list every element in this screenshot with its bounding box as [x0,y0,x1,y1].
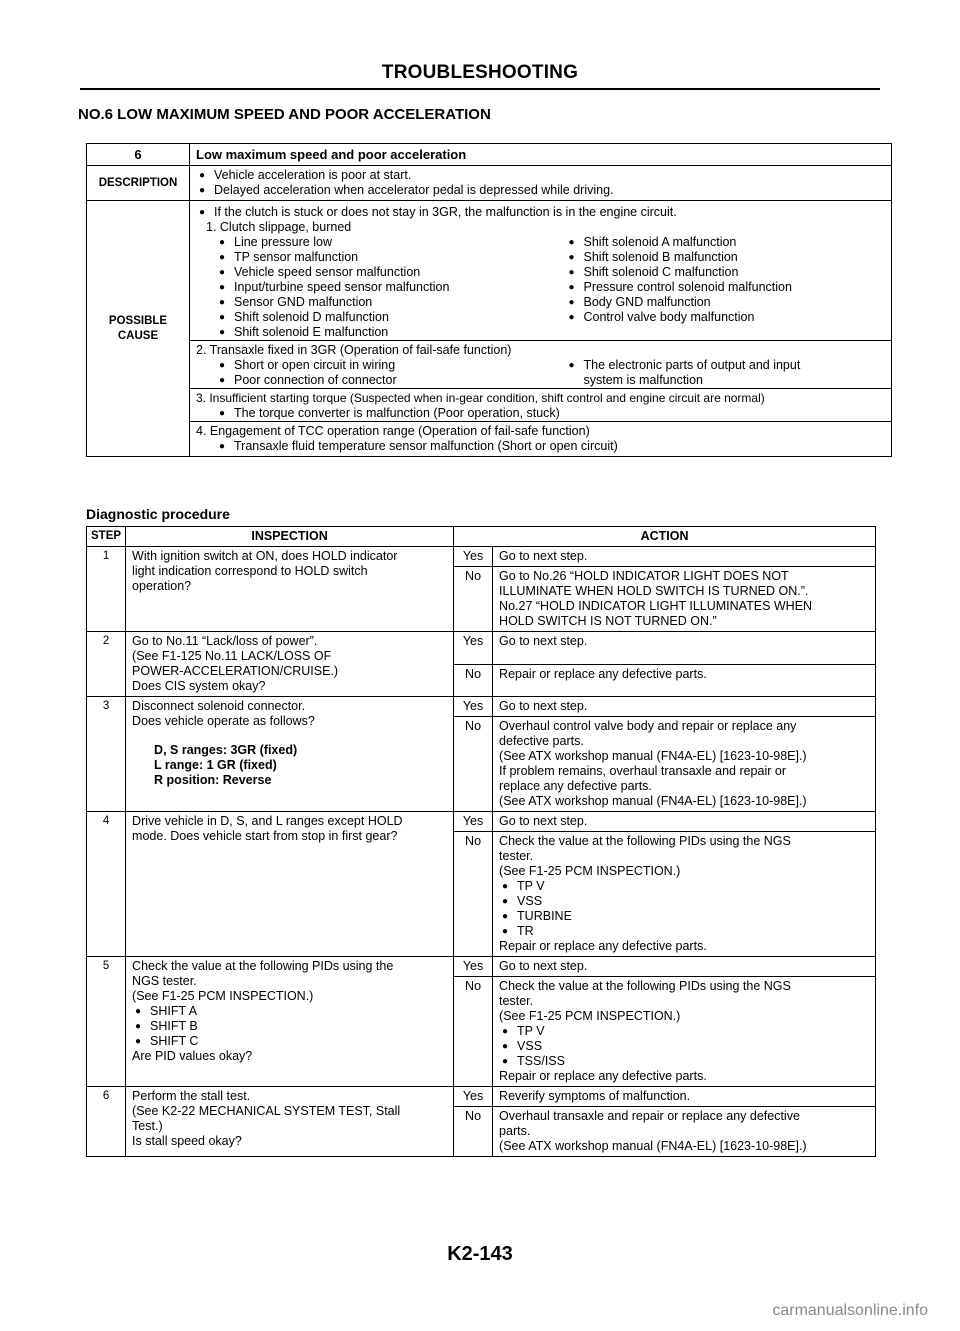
action-line: HOLD SWITCH IS NOT TURNED ON.” [499,614,717,628]
action-line: Go to No.26 “HOLD INDICATOR LIGHT DOES NOT [499,569,789,583]
pid-item: ● TURBINE [499,909,869,924]
step-row-6 [87,1087,876,1107]
cause1-title: 1. Clutch slippage, burned [206,220,352,234]
step-number: 1 [87,547,126,632]
no-label: No [454,977,493,1087]
step-inspection [126,632,454,697]
cause-item: ● The torque converter is malfunction (Poor operation, stuck) [216,406,885,421]
cause4-title: 4. Engagement of TCC operation range (Operation of fail-safe function) [190,421,891,439]
symptom-number: 6 [87,144,190,166]
cause-item: ● Shift solenoid A malfunction [566,235,886,250]
inspection-line: With ignition switch at ON, does HOLD indicator [132,549,398,563]
inspection-line: Go to No.11 “Lack/loss of power”. [132,634,318,648]
header-rule [80,88,880,90]
no-action [493,1107,876,1157]
yes-action: Go to next step. [493,697,876,717]
cause2-title: 2. Transaxle fixed in 3GR (Operation of fail-safe function) [190,340,891,358]
no-action: Repair or replace any defective parts. [493,665,876,697]
cause-item: ● Body GND malfunction [566,295,886,310]
cause-item: ● Vehicle speed sensor malfunction [216,265,536,280]
cause-item: ● Shift solenoid C malfunction [566,265,886,280]
pid-item: ● TR [499,924,869,939]
yes-action: Go to next step. [493,812,876,832]
symptom-summary-table [86,143,892,457]
no-action [493,567,876,632]
action-line: (See F1-25 PCM INSPECTION.) [499,1009,681,1023]
pid-item: ● TP V [499,1024,869,1039]
step-row-5 [87,957,876,977]
action-line: defective parts. [499,734,584,748]
page-number: K2-143 [447,1243,513,1265]
description-label: DESCRIPTION [87,166,190,201]
step-number: 2 [87,632,126,697]
section-title: NO.6 LOW MAXIMUM SPEED AND POOR ACCELERATION [78,106,491,123]
cause-item-continued: system is malfunction [583,373,703,387]
inspection-line: Does CIS system okay? [132,679,266,693]
header-inspection: INSPECTION [126,527,454,547]
pid-item: ● TSS/ISS [499,1054,869,1069]
cause-item: ● Shift solenoid B malfunction [566,250,886,265]
header-step: STEP [87,527,126,547]
yes-action: Go to next step. [493,957,876,977]
cause2-columns [196,358,885,388]
yes-label: Yes [454,632,493,665]
no-label: No [454,1107,493,1157]
inspection-line: Does vehicle operate as follows? [132,714,315,728]
inspection-line: POWER-ACCELERATION/CRUISE.) [132,664,339,678]
yes-action: Go to next step. [493,547,876,567]
step-number: 4 [87,812,126,957]
inspection-line: NGS tester. [132,974,197,988]
inspection-line: Check the value at the following PIDs using the [132,959,394,973]
expected-ranges [132,743,447,788]
pid-item: ● VSS [499,894,869,909]
diagnostic-table [86,526,876,1157]
cause-item: ● TP sensor malfunction [216,250,536,265]
cause-item: ● The electronic parts of output and input [566,358,886,373]
cause-intro: ● If the clutch is stuck or does not stay in 3GR, the malfunction is in the engine circuit. [196,205,885,220]
range-line: D, S ranges: 3GR (fixed) [154,743,298,757]
no-action [493,977,876,1087]
action-line: (See F1-25 PCM INSPECTION.) [499,864,681,878]
action-line: Overhaul transaxle and repair or replace any defective [499,1109,800,1123]
step-row-1 [87,547,876,567]
summary-header-row [87,144,892,166]
pid-item: ● SHIFT A [132,1004,447,1019]
inspection-line: operation? [132,579,192,593]
cause-item: ● Short or open circuit in wiring [216,358,536,373]
pid-item: ● SHIFT C [132,1034,447,1049]
no-label: No [454,665,493,697]
cause-item: ● Pressure control solenoid malfunction [566,280,886,295]
action-line: tester. [499,849,534,863]
step-inspection [126,957,454,1087]
action-line: Repair or replace any defective parts. [499,1069,707,1083]
cause1-columns [196,235,885,340]
step-inspection [126,1087,454,1157]
step-inspection [126,812,454,957]
step-inspection [126,697,454,812]
yes-action: Go to next step. [493,632,876,665]
step-row-2 [87,632,876,665]
action-line: (See ATX workshop manual (FN4A-EL) [1623-10-98E].) [499,749,807,763]
action-line: Check the value at the following PIDs using the NGS [499,979,791,993]
yes-label: Yes [454,812,493,832]
cause1-right-column [536,235,886,340]
description-cell [190,166,892,201]
step-row-3 [87,697,876,717]
step-number: 5 [87,957,126,1087]
inspection-line: Perform the stall test. [132,1089,251,1103]
inspection-line: mode. Does vehicle start from stop in first gear? [132,829,398,843]
no-label: No [454,717,493,812]
possible-cause-label [87,201,190,457]
action-line: (See ATX workshop manual (FN4A-EL) [1623-10-98E].) [499,794,807,808]
step-number: 6 [87,1087,126,1157]
step-number: 3 [87,697,126,812]
inspection-line: Are PID values okay? [132,1049,253,1063]
diagnostic-title: Diagnostic procedure [86,506,230,522]
range-line: R position: Reverse [154,773,272,787]
action-line: No.27 “HOLD INDICATOR LIGHT ILLUMINATES WHEN [499,599,813,613]
cause-item: ● Poor connection of connector [216,373,536,388]
action-line: ILLUMINATE WHEN HOLD SWITCH IS TURNED ON.”. [499,584,809,598]
page-header-title: TROUBLESHOOTING [381,62,579,83]
inspection-line: (See F1-25 PCM INSPECTION.) [132,989,314,1003]
inspection-line: (See K2-22 MECHANICAL SYSTEM TEST, Stall [132,1104,401,1118]
no-label: No [454,832,493,957]
action-line: If problem remains, overhaul transaxle and repair or [499,764,786,778]
pid-item: ● TP V [499,879,869,894]
action-line: parts. [499,1124,531,1138]
yes-action: Reverify symptoms of malfunction. [493,1087,876,1107]
range-line: L range: 1 GR (fixed) [154,758,277,772]
no-action [493,717,876,812]
cause1-left-column [216,235,536,340]
inspection-line: Drive vehicle in D, S, and L ranges except HOLD [132,814,403,828]
cause-item: ● Transaxle fluid temperature sensor malfunction (Short or open circuit) [216,439,885,454]
step-inspection [126,547,454,632]
diagnostic-header-row [87,527,876,547]
cause3-items [196,406,885,421]
action-line: (See ATX workshop manual (FN4A-EL) [1623-10-98E].) [499,1139,807,1153]
yes-label: Yes [454,697,493,717]
header-action: ACTION [454,527,876,547]
possible-cause-label-line: CAUSE [117,329,159,342]
cause-item: ● Control valve body malfunction [566,310,886,325]
action-line: Overhaul control valve body and repair or replace any [499,719,797,733]
action-line: Check the value at the following PIDs using the NGS [499,834,791,848]
symptom-name: Low maximum speed and poor acceleration [190,144,892,166]
cause-item: ● Input/turbine speed sensor malfunction [216,280,536,295]
possible-cause-row [87,201,892,457]
yes-label: Yes [454,957,493,977]
possible-cause-cell [190,201,892,457]
action-line: tester. [499,994,534,1008]
inspection-line: light indication correspond to HOLD switch [132,564,368,578]
description-item: ● Delayed acceleration when accelerator pedal is depressed while driving. [196,183,885,198]
cause-item: ● Sensor GND malfunction [216,295,536,310]
cause-item: ● Shift solenoid D malfunction [216,310,536,325]
no-action [493,832,876,957]
no-label: No [454,567,493,632]
yes-label: Yes [454,1087,493,1107]
description-item: ● Vehicle acceleration is poor at start. [196,168,885,183]
cause2-left-column [216,358,536,388]
cause2-right-column [536,358,886,388]
watermark: carmanualsonline.info [772,1302,928,1319]
possible-cause-label-line: POSSIBLE [108,314,168,327]
pid-item: ● VSS [499,1039,869,1054]
inspection-line: Disconnect solenoid connector. [132,699,306,713]
cause-item: ● Line pressure low [216,235,536,250]
inspection-line: Is stall speed okay? [132,1134,242,1148]
description-row [87,166,892,201]
action-line: Repair or replace any defective parts. [499,939,707,953]
inspection-line: (See F1-125 No.11 LACK/LOSS OF [132,649,332,663]
inspection-line: Test.) [132,1119,163,1133]
action-line: replace any defective parts. [499,779,652,793]
yes-label: Yes [454,547,493,567]
cause3-title: 3. Insufficient starting torque (Suspected when in-gear condition, shift control and engine circuit are normal) [190,388,891,406]
cause-item: ● Shift solenoid E malfunction [216,325,536,340]
pid-item: ● SHIFT B [132,1019,447,1034]
cause4-items [196,439,885,454]
step-row-4 [87,812,876,832]
